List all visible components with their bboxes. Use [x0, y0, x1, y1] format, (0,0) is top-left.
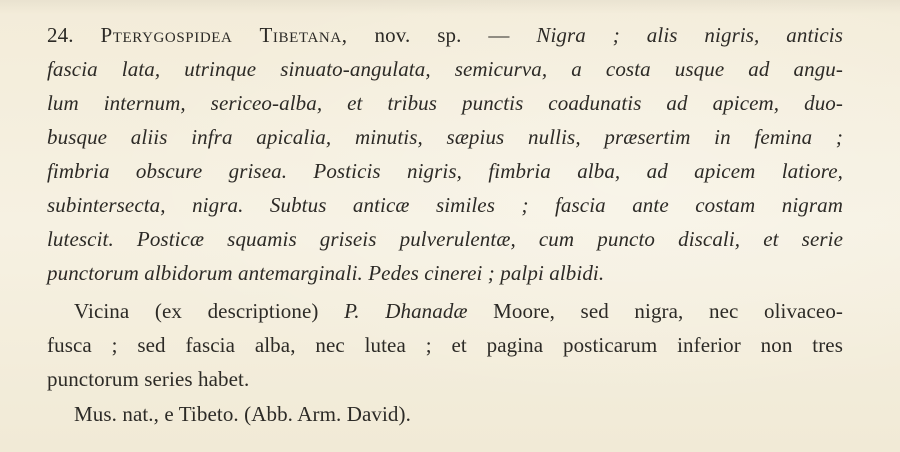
- description-line-3: lum internum, sericeo-alba, et tribus punctis coadunatis ad apicem, duo-: [47, 91, 843, 115]
- description-line-4: busque aliis infra apicalia, minutis, sæpius nullis, præsertim in femina ;: [47, 125, 843, 149]
- description-line-1: [47, 22, 843, 48]
- description-line-7: lutescit. Posticæ squamis griseis pulverulentæ, cum puncto discali, et serie: [47, 227, 843, 251]
- source-line: Mus. nat., e Tibeto. (Abb. Arm. David).: [74, 402, 411, 426]
- show-through-shadow: [0, 0, 900, 14]
- species-name: Pterygospidea Tibetana,: [100, 23, 348, 47]
- description-line-8: punctorum albidorum antemarginali. Pedes cinerei ; palpi albidi.: [47, 261, 605, 285]
- entry-number: 24.: [47, 23, 74, 47]
- description-line-2: fascia lata, utrinque sinuato-angulata, semicurva, a costa usque ad angu-: [47, 57, 843, 81]
- description-line-6: subintersecta, nigra. Subtus anticæ similes ; fascia ante costam nigram: [47, 193, 843, 217]
- description-text: Nigra ; alis nigris, anticis: [536, 23, 843, 47]
- remark-line-3: punctorum series habet.: [47, 367, 250, 391]
- remark-line-2: fusca ; sed fascia alba, nec lutea ; et pagina posticarum inferior non tres: [47, 333, 843, 357]
- remark-text-c: Moore, sed nigra, nec olivaceo-: [467, 299, 844, 323]
- remark-text-a: Vicina (ex descriptione): [74, 299, 345, 323]
- compared-species: P. Dhanadæ: [344, 299, 468, 323]
- remark-line-1: [74, 298, 843, 324]
- description-line-5: fimbria obscure grisea. Posticis nigris, fimbria alba, ad apicem latiore,: [47, 159, 843, 183]
- species-status: nov. sp. —: [347, 23, 537, 47]
